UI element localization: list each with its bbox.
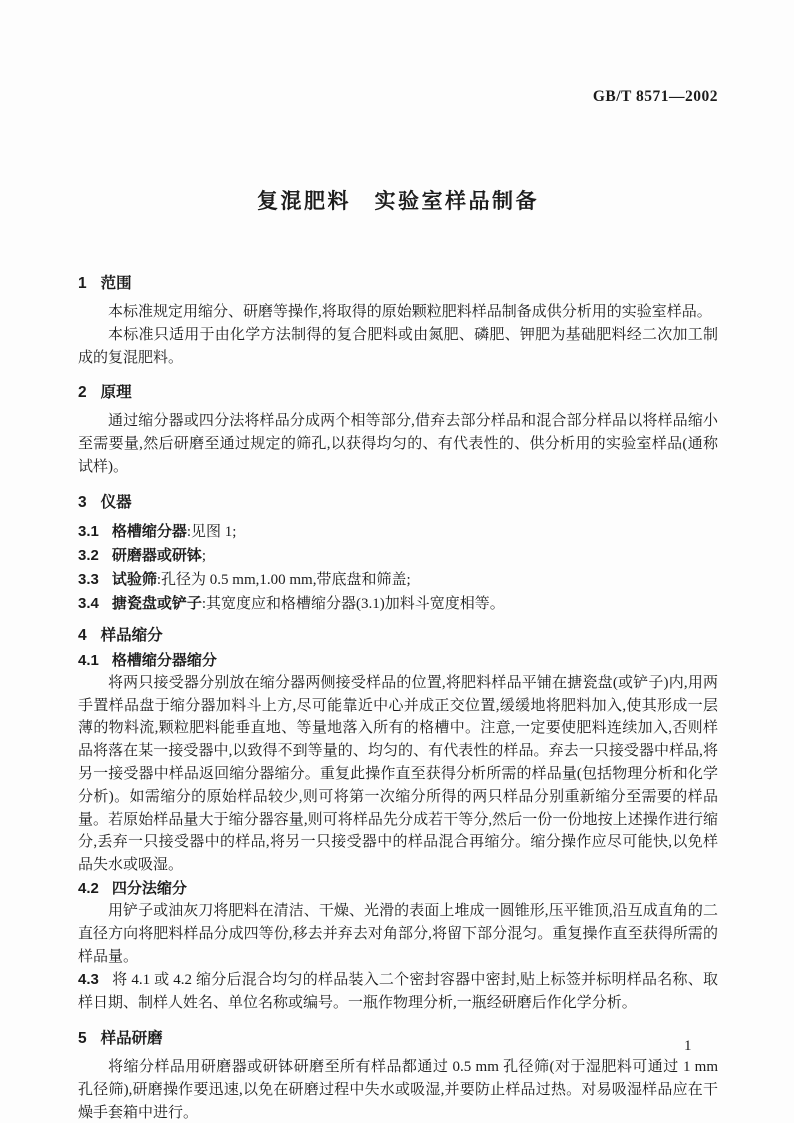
section-sample-reduction <box>78 624 718 1016</box>
section-title: 范围 <box>100 275 132 292</box>
paragraph: 本标准规定用缩分、研磨等操作,将取得的原始颗粒肥料样品制备成供分析用的实验室样品。 <box>108 304 712 320</box>
section-number: 3 <box>78 493 87 511</box>
paragraph: 用铲子或油灰刀将肥料在清洁、干燥、光滑的表面上堆成一圆锥形,压平锥顶,沿互成直角的二直径方向将肥料样品分成四等份,移去并弃去对角部分,将留下部分混匀。重复操作直至获得所需的样品量。 <box>78 902 718 965</box>
subsection-title: 格槽缩分器缩分 <box>111 651 217 669</box>
subsection-heading <box>78 649 718 672</box>
section-title: 样品缩分 <box>100 626 163 644</box>
subsection-title: 四分法缩分 <box>111 879 187 897</box>
paragraph: 将两只接受器分别放在缩分器两侧接受样品的位置,将肥料样品平铺在搪瓷盘(或铲子)内,用两手置样品盘于缩分器加料斗上方,尽可能靠近中心并成正交位置,缓缓地将肥料加入,使其形成一层薄的物料流,颗粒肥料能垂直地、等量地落入所有的格槽中。注意,一定要使肥料连续加入,否则样品将落在某一接受器中,以致得不到等量的、均匀的、有代表性的样品。弃去一只接受器中样品,将另一接受器中样品返回缩分器缩分。重复此操作直至获得分析所需的样品量(包括物理分析和化学分析)。如需缩分的原始样品较少,则可将第一次缩分所得的两只样品分别重新缩分至需要的样品量。若原始样品量大于缩分器容量,则可将样品先分成若干等分,然后一份一份地按上述操作进行缩分,丢弃一只接受器中的样品,将另一只接受器中的样品混合再缩分。缩分操作应尽可能快,以免样品失水或吸湿。 <box>78 674 718 874</box>
clause-term: 研磨器或研钵 <box>111 546 202 564</box>
paragraph: 本标准只适用于由化学方法制得的复合肥料或由氮肥、磷肥、钾肥为基础肥料经二次加工制成的复混肥料。 <box>78 326 718 366</box>
clause-number: 3.2 <box>78 546 99 564</box>
section-title: 仪器 <box>100 493 132 511</box>
clause-item <box>78 544 718 568</box>
subsection-inline-clause <box>78 968 718 1015</box>
clause-term: 试验筛 <box>111 570 157 588</box>
standard-code: GB/T 8571—2002 <box>592 88 718 105</box>
subsection-number: 4.1 <box>78 651 99 669</box>
document-title: 复混肥料 实验室样品制备 <box>257 190 539 213</box>
section-apparatus <box>78 491 718 616</box>
section-sample-grinding <box>78 1027 718 1123</box>
clause-item <box>78 520 718 544</box>
clause-item <box>78 592 718 616</box>
section-heading <box>78 272 718 295</box>
subsection-heading <box>78 877 718 900</box>
clause-number: 3.1 <box>78 522 99 540</box>
section-heading <box>78 491 718 514</box>
subsection-number: 4.2 <box>78 879 99 897</box>
section-number: 2 <box>78 384 87 402</box>
section-heading <box>78 1027 718 1050</box>
section-heading <box>78 624 718 647</box>
section-title: 原理 <box>100 384 132 402</box>
section-title: 样品研磨 <box>100 1030 163 1048</box>
section-heading <box>78 381 718 404</box>
clause-text: ; <box>201 547 207 564</box>
section-number: 4 <box>78 626 87 644</box>
clause-item <box>78 568 718 592</box>
page-number: 1 <box>684 1038 692 1054</box>
subsection-number: 4.3 <box>78 971 99 989</box>
paragraph: 通过缩分器或四分法将样品分成两个相等部分,借弃去部分样品和混合部分样品以将样品缩小至需要量,然后研磨至通过规定的筛孔,以获得均匀的、有代表性的、供分析用的实验室样品(通称试样)。 <box>78 413 718 475</box>
clause-term: 搪瓷盘或铲子 <box>111 594 202 612</box>
clause-text: 将 4.1 或 4.2 缩分后混合均匀的样品装入二个密封容器中密封,贴上标签并标明样品名称、取样日期、制样人姓名、单位名称或编号。一瓶作物理分析,一瓶经研磨后作化学分析。 <box>78 972 718 1012</box>
clause-number: 3.4 <box>78 594 99 612</box>
clause-text: :其宽度应和格槽缩分器(3.1)加料斗宽度相等。 <box>201 595 505 612</box>
section-scope <box>78 272 718 369</box>
section-number: 1 <box>78 275 87 292</box>
clause-text: :孔径为 0.5 mm,1.00 mm,带底盘和筛盖; <box>156 571 411 588</box>
clause-text: :见图 1; <box>186 523 237 540</box>
paragraph: 将缩分样品用研磨器或研钵研磨至所有样品都通过 0.5 mm 孔径筛(对于湿肥料可通过 1 mm 孔径筛),研磨操作要迅速,以免在研磨过程中失水或吸湿,并要防止样品过热。对易吸湿样品应在干燥手套箱中进行。 <box>78 1059 718 1121</box>
clause-term: 格槽缩分器 <box>111 522 187 540</box>
section-principle <box>78 381 718 478</box>
section-number: 5 <box>78 1030 87 1048</box>
clause-number: 3.3 <box>78 570 99 588</box>
